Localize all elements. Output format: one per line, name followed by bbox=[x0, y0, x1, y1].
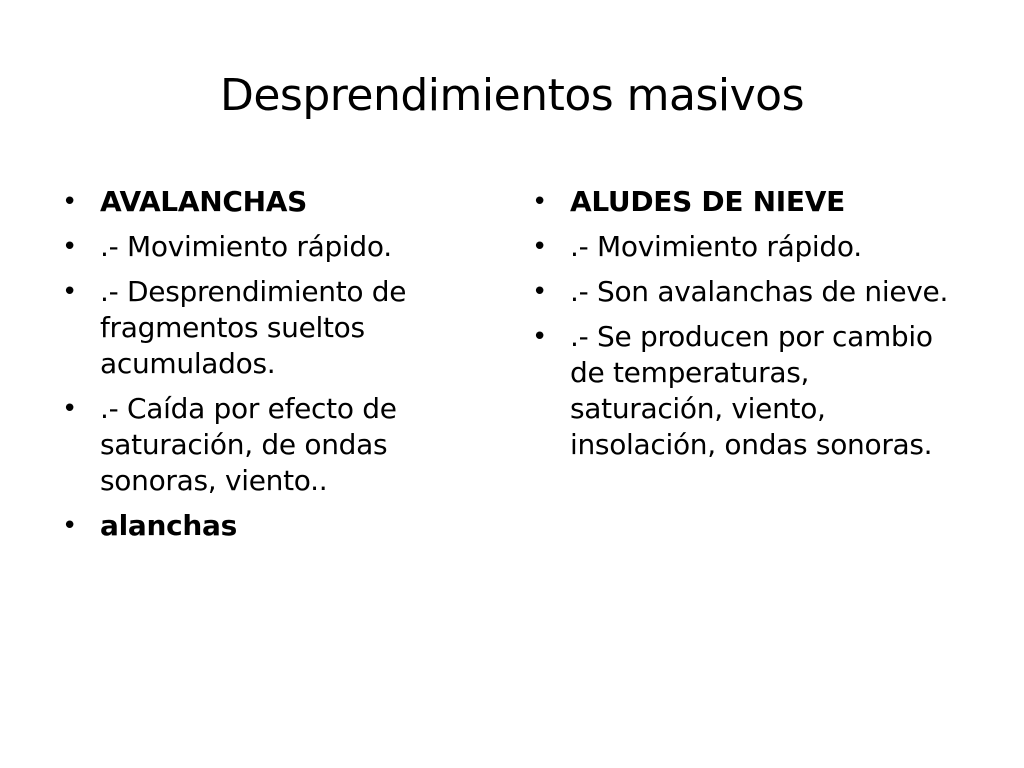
slide-title: Desprendimientos masivos bbox=[219, 70, 805, 121]
list-item bbox=[532, 319, 952, 463]
list-item-text: ALUDES DE NIEVE bbox=[570, 185, 845, 218]
list-item bbox=[532, 229, 952, 265]
bullet-icon: • bbox=[62, 277, 78, 307]
left-column-list bbox=[62, 184, 482, 553]
bullet-icon: • bbox=[62, 394, 78, 424]
list-item-text: AVALANCHAS bbox=[100, 185, 307, 218]
bullet-icon: • bbox=[532, 277, 548, 307]
list-item bbox=[62, 508, 482, 544]
bullet-icon: • bbox=[532, 187, 548, 217]
bullet-icon: • bbox=[62, 232, 78, 262]
list-item-text: .- Movimiento rápido. bbox=[100, 230, 392, 263]
list-item bbox=[532, 274, 952, 310]
bullet-icon: • bbox=[532, 322, 548, 352]
right-column-list bbox=[532, 184, 952, 472]
list-item-text: alanchas bbox=[100, 509, 238, 542]
list-item bbox=[62, 274, 482, 382]
list-item bbox=[62, 391, 482, 499]
list-item bbox=[62, 229, 482, 265]
list-item-text: .- Movimiento rápido. bbox=[570, 230, 862, 263]
list-item-text: .- Caída por efecto de saturación, de ondas sonoras, viento.. bbox=[100, 392, 397, 497]
list-item-text: .- Desprendimiento de fragmentos sueltos acumulados. bbox=[100, 275, 407, 380]
bullet-icon: • bbox=[532, 232, 548, 262]
bullet-icon: • bbox=[62, 187, 78, 217]
list-item-text: .- Se producen por cambio de temperaturas, saturación, viento, insolación, ondas sonoras. bbox=[570, 320, 933, 461]
list-item-text: .- Son avalanchas de nieve. bbox=[570, 275, 949, 308]
list-item bbox=[532, 184, 952, 220]
list-item bbox=[62, 184, 482, 220]
bullet-icon: • bbox=[62, 511, 78, 541]
